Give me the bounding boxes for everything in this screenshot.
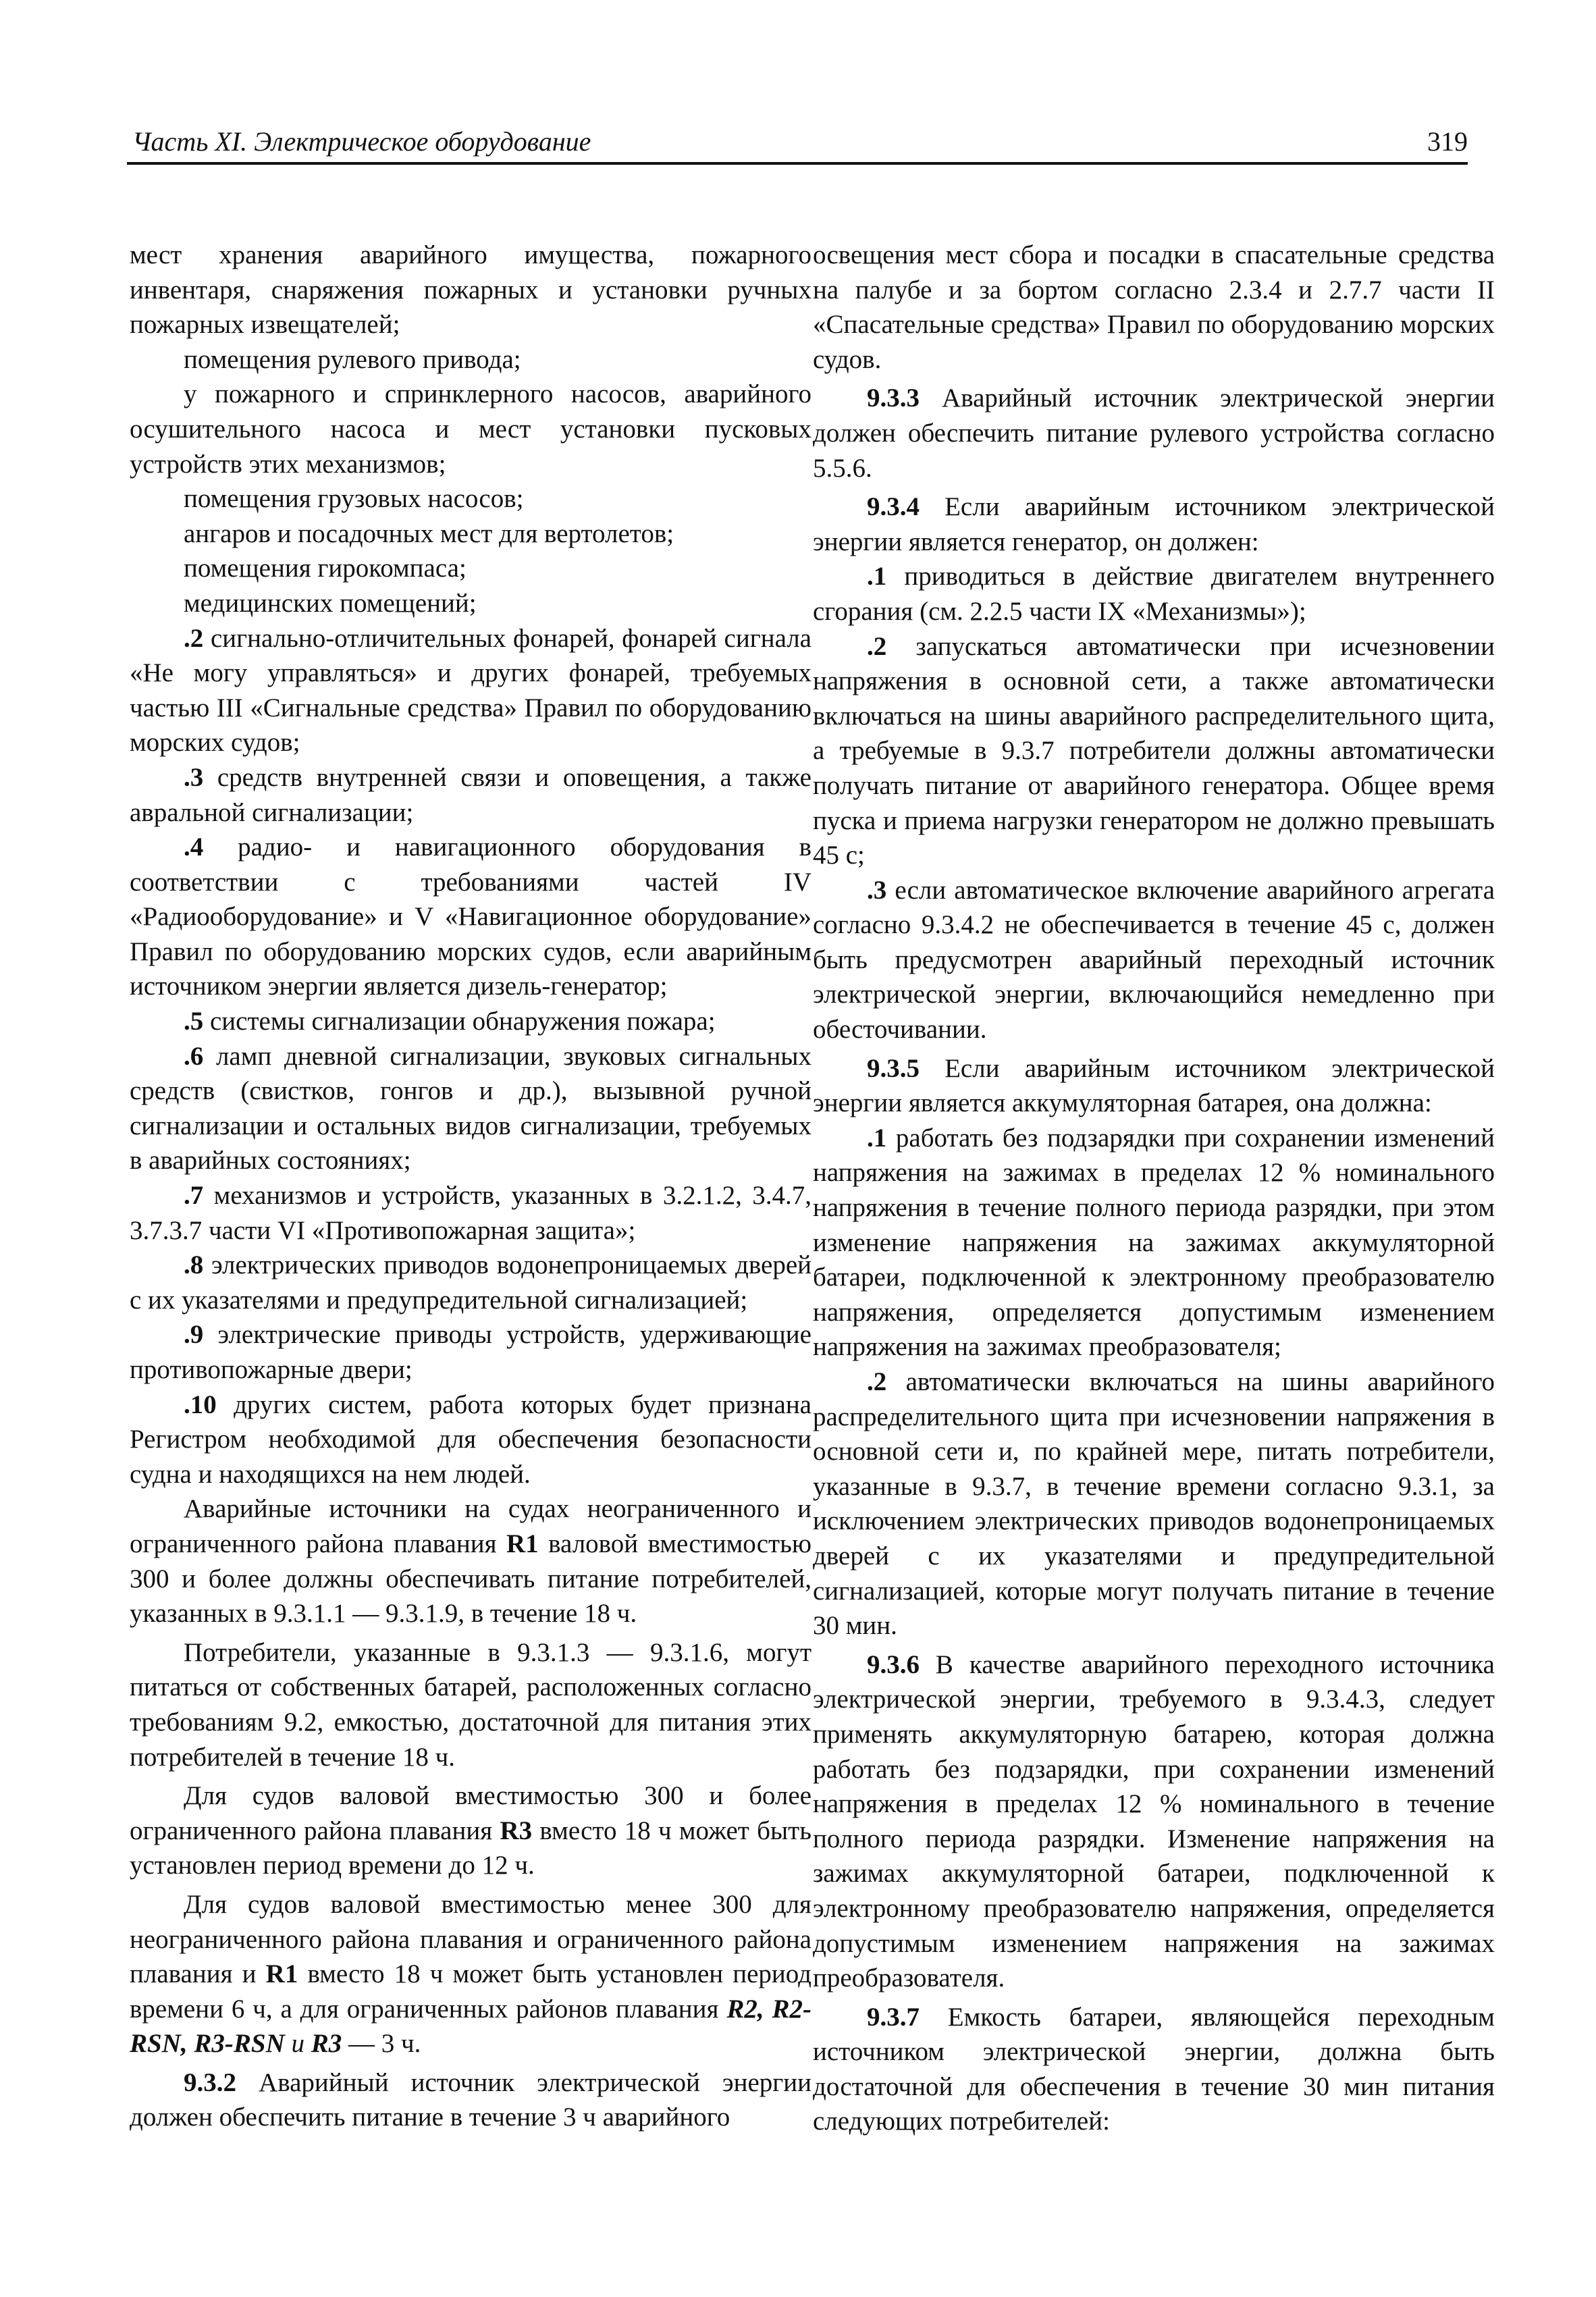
section-text: Аварийный источник электрической энергии должен обеспечить питание в течение 3 ч аварийного xyxy=(130,2067,812,2132)
item-text: ламп дневной сигнализации, звуковых сигнальных средств (свистков, гонгов и др.), вызывной ручной сигнализации и остальных видов сигнализации, требуемых в аварийных состояниях; xyxy=(130,1041,812,1176)
section-text: В качестве аварийного переходного источника электрической энергии, требуемого в 9.3.4.3, следует применять аккумуляторную батарею, которая должна работать без подзарядки, при сохранении изменений напряжения в пределах 12 % номинального в течение полного периода разрядки. Изменение напряжения на зажимах аккумуляторной батареи, подключенной к электронному преобразователю напряжения, определяется допустимым изменением напряжения на зажимах преобразователя. xyxy=(813,1649,1495,1993)
section-paragraph xyxy=(813,490,1495,559)
text-run: вместо 18 ч может быть установлен период времени до 12 ч. xyxy=(130,1816,812,1880)
running-header xyxy=(127,126,1468,165)
list-item xyxy=(130,1388,812,1492)
text-run: Аварийные источники на судах неограниченного и ограниченного района плавания xyxy=(130,1494,812,1558)
item-number: .1 xyxy=(867,1123,887,1153)
section-text: Если аварийным источником электрической энергии является аккумуляторная батарея, она должна: xyxy=(813,1053,1495,1118)
item-number: .2 xyxy=(184,623,204,653)
section-number: 9.3.6 xyxy=(867,1649,920,1679)
paragraph: помещения грузовых насосов; xyxy=(184,484,524,514)
item-number: .5 xyxy=(184,1007,204,1036)
list-item xyxy=(813,629,1495,873)
item-number: .6 xyxy=(184,1041,204,1071)
section-number: 9.3.2 xyxy=(184,2067,236,2097)
paragraph xyxy=(130,1778,812,1883)
text-run: и xyxy=(284,2029,311,2059)
header-title: Часть XI. Электрическое оборудование xyxy=(132,126,591,157)
right-column xyxy=(813,238,1495,2139)
section-text: Аварийный источник электрической энергии должен обеспечить питание рулевого устройства согласно 5.5.6. xyxy=(813,384,1495,483)
section-number: 9.3.3 xyxy=(867,384,920,413)
list-item xyxy=(813,1121,1495,1365)
section-text: Емкость батареи, являющейся переходным источником электрической энергии, должна быть достаточной для обеспечения в течение 30 мин питания следующих потребителей: xyxy=(813,2002,1495,2136)
list-item xyxy=(813,1365,1495,1643)
list-item xyxy=(130,621,812,760)
paragraph: помещения рулевого привода; xyxy=(184,344,521,374)
region-code: R1 xyxy=(506,1529,539,1558)
item-text: электрические приводы устройств, удерживающие противопожарные двери; xyxy=(130,1320,812,1384)
region-code: R2, R2-RSN, R3-RSN xyxy=(130,1994,812,2059)
left-column xyxy=(130,238,812,2135)
item-text: системы сигнализации обнаружения пожара; xyxy=(203,1007,716,1036)
item-text: других систем, работа которых будет признана Регистром необходимой для обеспечения безопасности судна и находящихся на нем людей. xyxy=(130,1390,812,1489)
item-text: приводиться в действие двигателем внутреннего сгорания (см. 2.2.5 части IX «Механизмы»); xyxy=(813,562,1495,626)
item-number: .1 xyxy=(867,562,887,591)
item-text: автоматически включаться на шины аварийного распределительного щита при исчезновении напряжения в основной сети и, по крайней мере, питать потребители, указанные в 9.3.7, в течение времени согласно 9.3.1, за исключением электрических приводов водонепроницаемых дверей с их указателями и предупредительной сигнализацией, которые могут получать питание в течение 30 мин. xyxy=(813,1367,1495,1641)
item-text: радио- и навигационного оборудования в соответствии с требованиями частей IV «Радиооборудование» и V «Навигационное оборудование» Правил по оборудованию морских судов, если аварийным источником энергии является дизель-генератор; xyxy=(130,833,812,1001)
list-item xyxy=(130,1004,812,1039)
section-paragraph xyxy=(813,1647,1495,1996)
item-number: .7 xyxy=(184,1181,204,1211)
item-text: запускаться автоматически при исчезновении напряжения в основной сети, а также автоматически включаться на шины аварийного распределительного щита, а требуемые в 9.3.7 потребители должны автоматически получать питание от аварийного генератора. Общее время пуска и приема нагрузки генератором не должно превышать 45 с; xyxy=(813,631,1495,870)
list-item xyxy=(130,830,812,1004)
region-code: R3 xyxy=(311,2029,342,2059)
section-number: 9.3.7 xyxy=(867,2002,920,2032)
list-item xyxy=(130,1178,812,1248)
list-item xyxy=(813,559,1495,629)
paragraph xyxy=(130,1887,812,2061)
item-text: сигнально-отличительных фонарей, фонарей сигнала «Не могу управляться» и других фонарей, требуемых частью III «Сигнальные средства» Правил по оборудованию морских судов; xyxy=(130,623,812,758)
section-paragraph xyxy=(813,1051,1495,1121)
item-text: электрических приводов водонепроницаемых дверей с их указателями и предупредительной сигнализацией; xyxy=(130,1250,812,1315)
item-text: средств внутренней связи и оповещения, а также авральной сигнализации; xyxy=(130,762,812,827)
section-number: 9.3.4 xyxy=(867,492,920,522)
section-paragraph xyxy=(130,2065,812,2135)
item-number: .8 xyxy=(184,1250,204,1280)
region-code: R3 xyxy=(500,1816,533,1845)
paragraph: у пожарного и спринклерного насосов, аварийного осушительного насоса и мест установки пусковых устройств этих механизмов; xyxy=(130,379,812,479)
page-number: 319 xyxy=(1427,126,1468,157)
item-number: .9 xyxy=(184,1320,204,1350)
list-item xyxy=(130,1248,812,1317)
paragraph xyxy=(130,1491,812,1631)
list-item xyxy=(130,1317,812,1387)
list-item xyxy=(813,873,1495,1047)
item-number: .10 xyxy=(184,1390,217,1419)
text-run: Для судов валовой вместимостью 300 и более ограниченного района плавания xyxy=(130,1781,812,1845)
item-number: .2 xyxy=(867,631,887,661)
item-number: .3 xyxy=(184,762,204,792)
item-number: .2 xyxy=(867,1367,887,1396)
text-run: Для судов валовой вместимостью менее 300 для неограниченного района плавания и ограниченного района плавания и xyxy=(130,1889,812,1989)
text-run: валовой вместимостью 300 и более должны обеспечивать питание потребителей, указанных в 9.3.1.1 — 9.3.1.9, в течение 18 ч. xyxy=(130,1529,812,1629)
item-text: механизмов и устройств, указанных в 3.2.1.2, 3.4.7, 3.7.3.7 части VI «Противопожарная защита»; xyxy=(130,1181,812,1245)
section-number: 9.3.5 xyxy=(867,1053,920,1083)
paragraph: освещения мест сбора и посадки в спасательные средства на палубе и за бортом согласно 2.3.4 и 2.7.7 части II «Спасательные средства» Правил по оборудованию морских судов. xyxy=(813,240,1495,374)
item-text: работать без подзарядки при сохранении изменений напряжения на зажимах в пределах 12 % номинального напряжения в течение полного периода разрядки, при этом изменение напряжения на зажимах аккумуляторной батареи, подключенной к электронному преобразователю напряжения, определяется допустимым изменением напряжения на зажимах преобразователя; xyxy=(813,1123,1495,1362)
section-paragraph xyxy=(813,2000,1495,2139)
text-run: вместо 18 ч может быть установлен период времени 6 ч, а для ограниченных районов плавания xyxy=(130,1959,812,2024)
text-run: — 3 ч. xyxy=(342,2029,421,2059)
paragraph: Потребители, указанные в 9.3.1.3 — 9.3.1.6, могут питаться от собственных батарей, расположенных согласно требованиям 9.2, емкостью, достаточной для питания этих потребителей в течение 18 ч. xyxy=(130,1637,812,1772)
list-item xyxy=(130,760,812,830)
paragraph: мест хранения аварийного имущества, пожарного инвентаря, снаряжения пожарных и установки ручных пожарных извещателей; xyxy=(130,240,812,340)
item-text: если автоматическое включение аварийного агрегата согласно 9.3.4.2 не обеспечивается в течение 45 с, должен быть предусмотрен аварийный переходный источник электрической энергии, включающийся немедленно при обесточивании. xyxy=(813,875,1495,1045)
list-item xyxy=(130,1039,812,1178)
item-number: .4 xyxy=(184,833,204,862)
paragraph: медицинских помещений; xyxy=(184,588,477,618)
section-text: Если аварийным источником электрической энергии является генератор, он должен: xyxy=(813,492,1495,556)
item-number: .3 xyxy=(867,875,887,905)
region-code: R1 xyxy=(265,1959,298,1989)
paragraph: ангаров и посадочных мест для вертолетов; xyxy=(184,519,674,548)
section-paragraph xyxy=(813,381,1495,485)
paragraph: помещения гирокомпаса; xyxy=(184,554,467,583)
